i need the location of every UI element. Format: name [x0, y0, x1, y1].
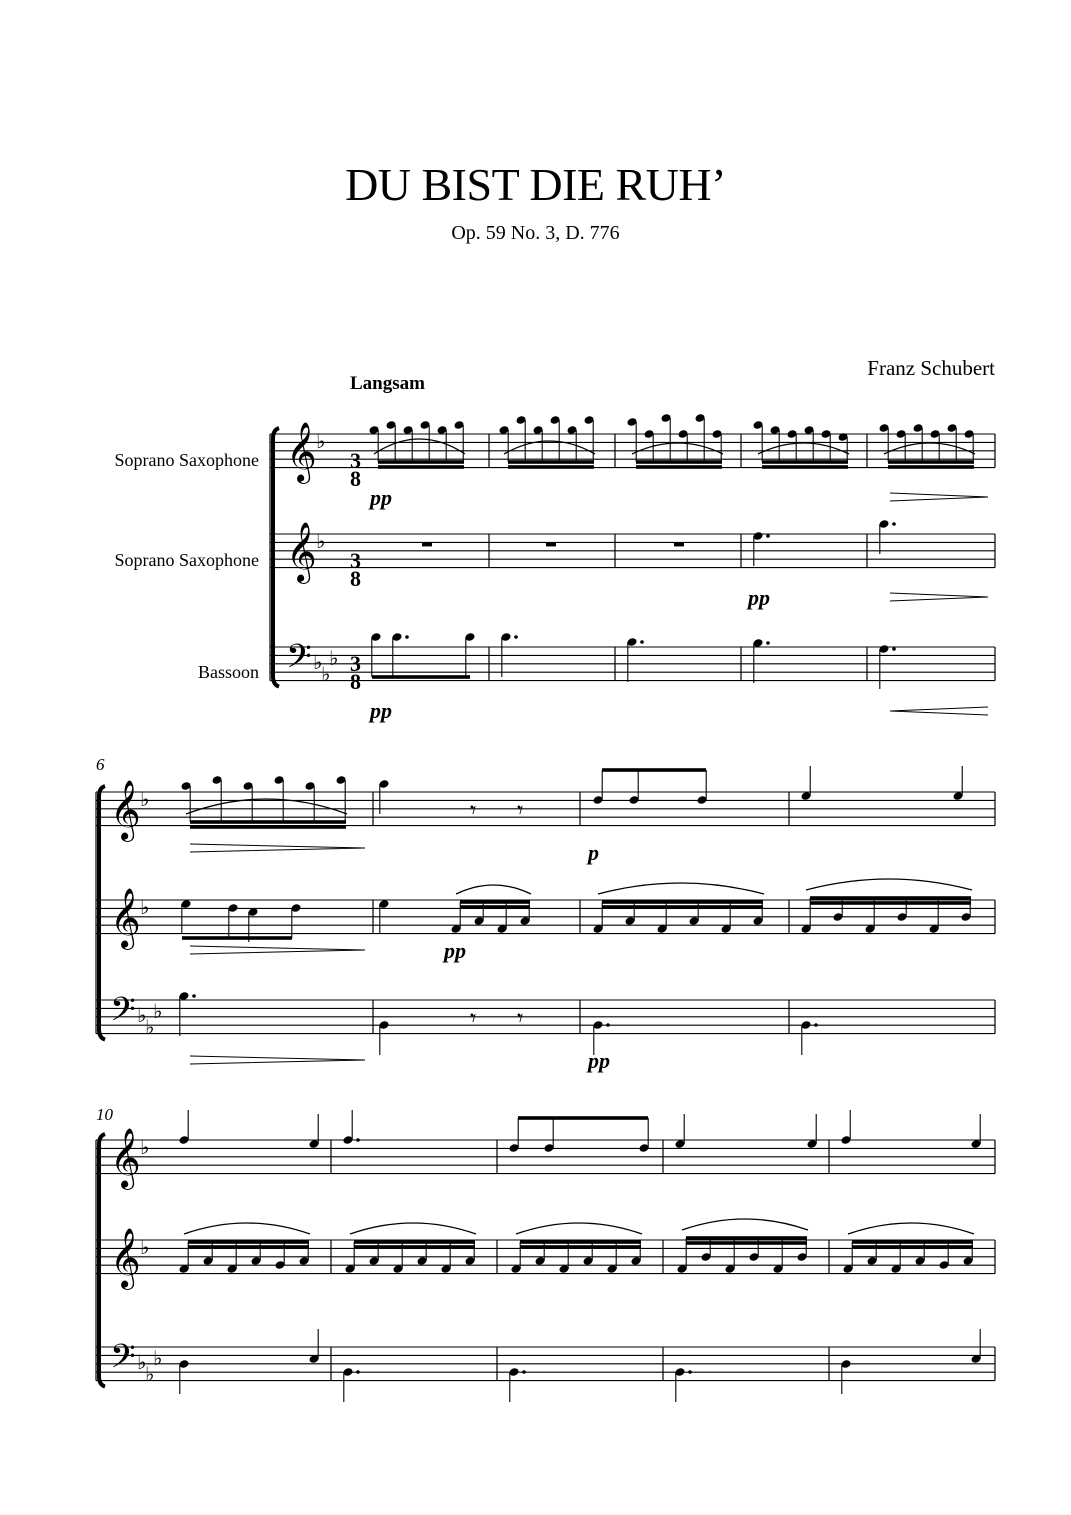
treble-clef: 𝄞 — [286, 422, 317, 482]
sax2-m10-beam — [188, 1240, 309, 1244]
hairpin-6 — [190, 1056, 365, 1064]
sax1-m5-beam — [888, 465, 974, 469]
treble-clef: 𝄞 — [110, 888, 141, 948]
sax2-m9-slur — [806, 879, 972, 890]
sax2-m8-beam — [602, 905, 763, 909]
instrument-name-3: Bassoon — [197, 662, 259, 682]
measure-number-6: 6 — [96, 755, 105, 774]
time-sig-den-1: 8 — [350, 466, 361, 491]
sax1-m3-slur — [632, 443, 723, 454]
sax2-m11-beam — [354, 1240, 475, 1244]
sax2-m14-beam — [852, 1245, 973, 1249]
key-flat: ♭ — [137, 1003, 147, 1027]
key-flat: ♭ — [145, 1015, 155, 1039]
dynamic-pp-2: pp — [748, 585, 770, 610]
dynamic-pp-3: pp — [370, 698, 392, 723]
sax2-m7-beam — [460, 900, 530, 904]
bsn-dot — [892, 647, 896, 651]
hairpin-1 — [890, 493, 988, 501]
time-sig-den-3: 8 — [350, 669, 361, 694]
hairpin-4 — [190, 844, 365, 852]
bsn-dot — [640, 640, 644, 644]
sax2-m14-slur — [848, 1223, 974, 1234]
measure-number-10: 10 — [96, 1105, 113, 1124]
key-flat: ♭ — [316, 429, 326, 453]
dynamic-pp-1: pp — [370, 485, 392, 510]
sax1-m3-beam — [636, 465, 722, 469]
sax2-m9-beam — [810, 901, 971, 905]
sax1-m2-beam — [508, 460, 594, 464]
bsn-dot — [405, 635, 409, 639]
key-flat: ♭ — [145, 1362, 155, 1386]
tempo-marking: Langsam — [350, 373, 425, 394]
sax2-dot — [766, 534, 770, 538]
sax2-m7-slur — [456, 885, 531, 894]
sax2-m10-beam — [188, 1245, 309, 1249]
system-bracket-3 — [99, 1134, 105, 1387]
sax1-m1-beam — [378, 465, 464, 469]
dynamic-pp-4: pp — [444, 938, 466, 963]
eighth-rest: 𝄾 — [517, 1004, 524, 1032]
dynamic-p-1: p — [588, 840, 599, 865]
sax2-m13-beam — [686, 1241, 807, 1245]
whole-rest — [674, 542, 684, 546]
treble-clef: 𝄞 — [110, 1228, 141, 1288]
system-bracket-1 — [273, 428, 279, 687]
key-flat: ♭ — [140, 787, 150, 811]
hairpin-5 — [190, 946, 365, 954]
key-flat: ♭ — [153, 1346, 163, 1370]
piece-subtitle: Op. 59 No. 3, D. 776 — [451, 222, 620, 244]
treble-clef: 𝄞 — [286, 522, 317, 582]
bsn-dot — [766, 641, 770, 645]
key-flat: ♭ — [329, 646, 339, 670]
sax2-m12-slur — [516, 1223, 642, 1234]
sax2-m11-beam — [354, 1245, 475, 1249]
bsn-dot — [688, 1370, 692, 1374]
time-sig-num-1: 3 — [350, 448, 361, 473]
bass-clef: 𝄢 — [286, 638, 312, 684]
sax2-m14-beam — [852, 1240, 973, 1244]
sax1-beam — [602, 768, 706, 772]
sax1-m4-beam — [762, 465, 848, 469]
key-flat: ♭ — [321, 662, 331, 686]
treble-clef: 𝄞 — [110, 1128, 141, 1188]
sax1-m2-slur — [504, 441, 595, 454]
bass-clef: 𝄢 — [110, 1338, 136, 1384]
sax2-m7-beam — [460, 905, 530, 909]
bsn-dot — [814, 1023, 818, 1027]
eighth-rest: 𝄾 — [470, 796, 477, 824]
sax1-m4-beam — [762, 460, 848, 464]
sax2-m8-beam — [602, 900, 763, 904]
bsn-beam — [372, 675, 470, 679]
bsn-dot — [192, 994, 196, 998]
treble-clef: 𝄞 — [110, 780, 141, 840]
sax2-m12-beam — [520, 1245, 641, 1249]
sax2-dot — [892, 522, 896, 526]
sax2-m11-slur — [350, 1223, 476, 1234]
eighth-rest: 𝄾 — [470, 1004, 477, 1032]
sax2-m12-beam — [520, 1240, 641, 1244]
composer-name: Franz Schubert — [867, 356, 995, 380]
hairpin-3 — [890, 707, 988, 715]
bsn-dot — [522, 1370, 526, 1374]
sax1-m6-slur — [186, 799, 347, 814]
sax1-m3-beam — [636, 460, 722, 464]
piece-title: DU BIST DIE RUH’ — [345, 159, 726, 210]
sax1-m1-slur — [374, 439, 465, 454]
key-flat: ♭ — [140, 1135, 150, 1159]
instrument-name-2: Soprano Saxophone — [114, 550, 259, 570]
bsn-dot — [606, 1023, 610, 1027]
key-flat: ♭ — [153, 999, 163, 1023]
key-flat: ♭ — [316, 529, 326, 553]
bsn-dot — [514, 635, 518, 639]
instrument-name-1: Soprano Saxophone — [114, 450, 259, 470]
whole-rest — [546, 542, 556, 546]
sax2-m13-slur — [682, 1219, 808, 1230]
sax1-m4-slur — [758, 443, 849, 454]
time-sig-num-2: 3 — [350, 548, 361, 573]
sax2-m10-slur — [184, 1223, 310, 1234]
sax1-dot — [356, 1138, 360, 1142]
sax1-m6-beam — [190, 825, 346, 829]
sax1-m5-beam — [888, 460, 974, 464]
sax2-m13-beam — [686, 1236, 807, 1240]
sax1-beam — [518, 1116, 648, 1120]
bsn-dot — [356, 1370, 360, 1374]
time-sig-num-3: 3 — [350, 651, 361, 676]
hairpin-2 — [890, 593, 988, 601]
key-flat: ♭ — [137, 1350, 147, 1374]
sax1-m6-beam — [190, 820, 346, 824]
sax2-beam — [182, 936, 292, 940]
systems — [96, 413, 995, 1402]
time-sig-den-2: 8 — [350, 566, 361, 591]
sax1-m5-slur — [884, 443, 975, 454]
key-flat: ♭ — [313, 650, 323, 674]
sax1-m2-beam — [508, 465, 594, 469]
system-bracket-2 — [99, 786, 105, 1040]
sax1-m1-beam — [378, 460, 464, 464]
dynamic-pp-5: pp — [588, 1048, 610, 1073]
sax2-m8-slur — [598, 883, 764, 894]
sax2-m9-beam — [810, 896, 971, 900]
key-flat: ♭ — [140, 895, 150, 919]
bass-clef: 𝄢 — [110, 991, 136, 1037]
whole-rest — [422, 542, 432, 546]
eighth-rest: 𝄾 — [517, 796, 524, 824]
key-flat: ♭ — [140, 1235, 150, 1259]
